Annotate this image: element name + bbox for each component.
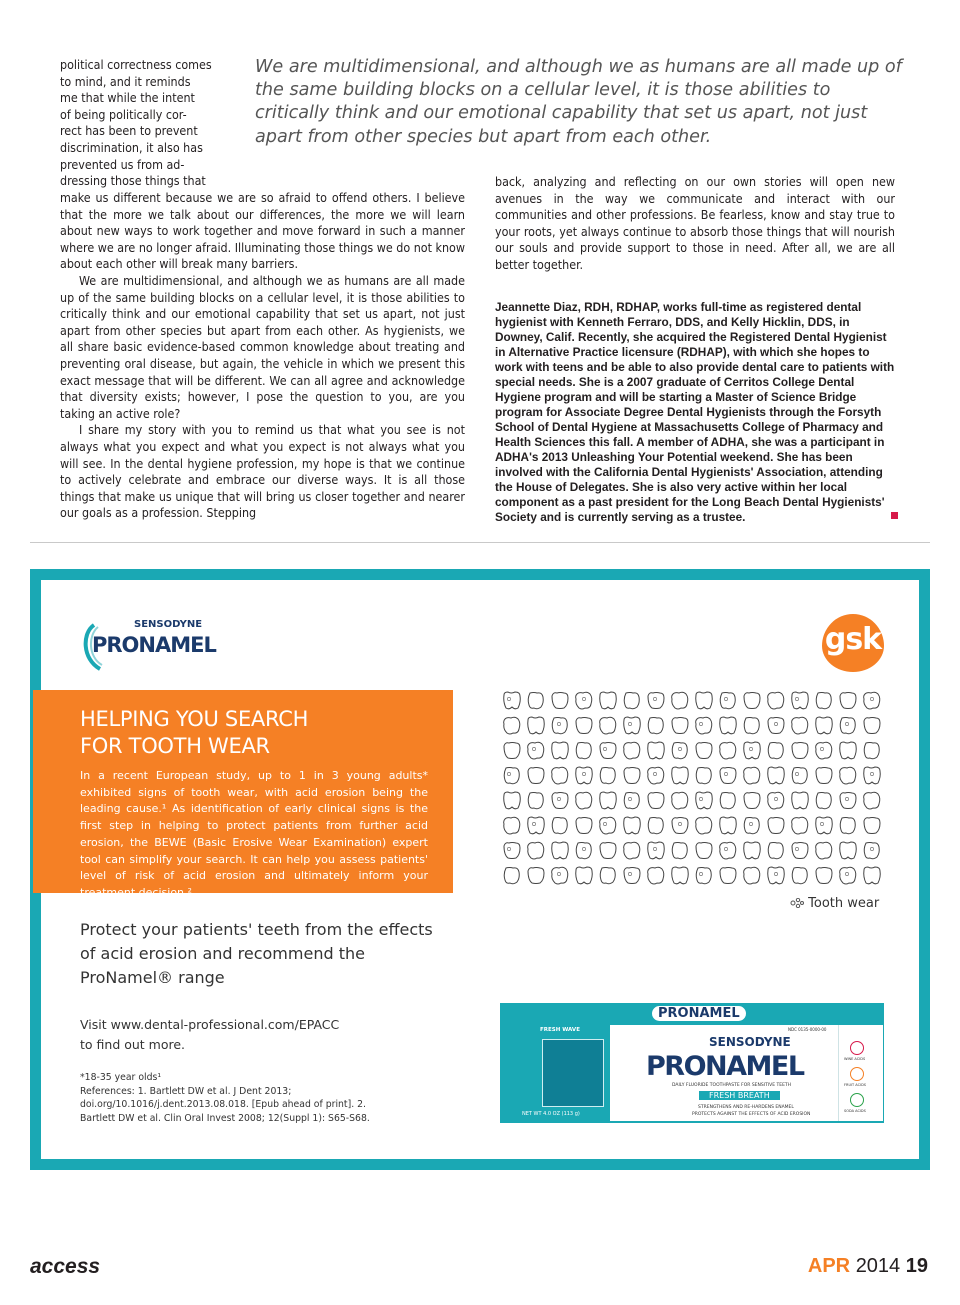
tooth-outline-icon — [741, 865, 762, 887]
tooth-outline-icon — [549, 790, 570, 812]
tooth-outline-icon — [501, 840, 522, 862]
tooth-outline-icon — [765, 715, 786, 737]
tooth-outline-icon — [525, 740, 546, 762]
tooth-outline-icon — [621, 765, 642, 787]
tooth-outline-icon — [645, 765, 666, 787]
tooth-outline-icon — [765, 690, 786, 712]
tooth-outline-icon — [789, 840, 810, 862]
references: References: 1. Bartlett DW et al. J Dent 2013; doi.org/10.1016/j.dent.2013.08.018. [Epub ahead of print]. 2. Bartlett DW et al. Clin Oral Invest 2008; 12(Suppl 1): S65-S68. — [80, 1085, 370, 1124]
tooth-outline-icon — [837, 815, 858, 837]
tooth-outline-icon — [813, 865, 834, 887]
orange-info-panel — [33, 690, 453, 899]
box-subline: DAILY FLUORIDE TOOTHPASTE FOR SENSITIVE TEETH — [672, 1083, 792, 1088]
lead-column-line: dressing those things that — [60, 173, 206, 189]
tooth-outline-icon — [837, 865, 858, 887]
lead-column-line: prevented us from ad- — [60, 156, 185, 172]
tooth-outline-icon — [501, 815, 522, 837]
tooth-outline-icon — [549, 690, 570, 712]
tooth-outline-icon — [525, 765, 546, 787]
article-paragraph: We are multidimensional, and although we as humans are all made up of the same building blocks on a cellular level, it is those abilities to critically think and our emotional capability that set us apart, not just apart from other species but apart from each other. As hygienists, we all share basic evidence-based common knowledge about treating and preventing oral disease, but again, the vehicle in which we present this exact message that will be different. We can all agree and acknowledge that diversity exists; however, I pose the question to you, are you taking an active role? — [60, 272, 465, 421]
protect-text — [80, 918, 440, 990]
tooth-outline-icon — [525, 715, 546, 737]
article-column-2 — [495, 174, 895, 274]
tooth-outline-icon — [765, 815, 786, 837]
tooth-outline-icon — [813, 790, 834, 812]
tooth-outline-icon — [861, 815, 882, 837]
visit-text — [80, 1015, 460, 1055]
tooth-outline-icon — [861, 715, 882, 737]
tooth-outline-icon — [573, 690, 594, 712]
tooth-outline-icon — [861, 840, 882, 862]
tooth-outline-icon — [597, 765, 618, 787]
tooth-outline-icon — [693, 740, 714, 762]
lead-column-line: rect has been to prevent — [60, 123, 198, 139]
tooth-outline-icon — [573, 790, 594, 812]
tooth-outline-icon — [765, 840, 786, 862]
box-window — [542, 1039, 604, 1107]
tooth-outline-icon — [621, 865, 642, 887]
fruit-acid-icon — [850, 1067, 864, 1081]
tooth-outline-icon — [693, 715, 714, 737]
tooth-outline-icon — [765, 865, 786, 887]
article-paragraph: back, analyzing and reflecting on our own stories will open new avenues in the way we communicate and interact with our communities and other professions. Be fearless, know and stay true to your roots, yet always continue to absorb those things that will nourish our souls and provide support to those in need. After all, we are all better together. — [495, 174, 895, 272]
tooth-outline-icon — [525, 790, 546, 812]
tooth-outline-icon — [717, 715, 738, 737]
tooth-outline-icon — [621, 690, 642, 712]
tooth-outline-icon — [837, 690, 858, 712]
visit-url-link[interactable]: www.dental-professional.com/EPACC — [110, 1017, 340, 1032]
protect-line-2: of acid erosion and recommend the — [80, 944, 365, 963]
tooth-outline-icon — [861, 690, 882, 712]
age-footnote: *18-35 year olds¹ — [80, 1072, 162, 1083]
tooth-outline-icon — [765, 765, 786, 787]
article-lead-column — [60, 57, 230, 190]
tooth-outline-icon — [741, 765, 762, 787]
tooth-outline-icon — [717, 790, 738, 812]
tooth-outline-icon — [501, 690, 522, 712]
box-brand-main: PRONAMEL — [646, 1051, 804, 1082]
tooth-outline-icon — [525, 815, 546, 837]
wine-acid-icon — [850, 1041, 864, 1055]
protect-line-1: Protect your patients' teeth from the effects — [80, 920, 433, 939]
tooth-outline-icon — [573, 815, 594, 837]
tooth-outline-icon — [813, 815, 834, 837]
tooth-wear-chart — [501, 690, 882, 887]
issue-month: APR — [807, 1255, 851, 1277]
tooth-outline-icon — [861, 790, 882, 812]
pull-quote: We are multidimensional, and although we as humans are all made up of the same building blocks on a cellular level, it is those abilities to critically think and our emotional capability that set us apart, not just apart from other species but apart from each other. — [255, 57, 902, 147]
box-claim-2: PROTECTS AGAINST THE EFFECTS OF ACID EROSION — [692, 1112, 811, 1117]
magazine-name: access — [30, 1255, 101, 1278]
tooth-outline-icon — [693, 765, 714, 787]
tooth-outline-icon — [669, 815, 690, 837]
box-top-brand: PRONAMEL — [652, 1006, 746, 1021]
tooth-outline-icon — [597, 790, 618, 812]
tooth-outline-icon — [669, 740, 690, 762]
tooth-outline-icon — [621, 840, 642, 862]
tooth-outline-icon — [765, 790, 786, 812]
box-net-wt: NET WT 4.0 OZ (113 g) — [522, 1111, 580, 1117]
tooth-outline-icon — [597, 865, 618, 887]
tooth-outline-icon — [717, 740, 738, 762]
article-column-1 — [60, 190, 465, 522]
tooth-outline-icon — [597, 740, 618, 762]
tooth-outline-icon — [693, 840, 714, 862]
tooth-outline-icon — [549, 715, 570, 737]
box-flag: FRESH WAVE — [540, 1027, 580, 1033]
tooth-outline-icon — [645, 690, 666, 712]
tooth-outline-icon — [525, 840, 546, 862]
section-divider — [30, 542, 930, 543]
tooth-outline-icon — [597, 815, 618, 837]
box-icon-label-2: FRUIT ACIDS — [844, 1083, 867, 1087]
lead-column-line: political correctness comes — [60, 57, 212, 72]
tooth-outline-icon — [837, 740, 858, 762]
ad-headline — [80, 706, 308, 760]
tooth-outline-icon — [597, 715, 618, 737]
tooth-outline-icon — [813, 840, 834, 862]
tooth-outline-icon — [525, 865, 546, 887]
tooth-outline-icon — [525, 690, 546, 712]
tooth-outline-icon — [501, 865, 522, 887]
tooth-outline-icon — [669, 690, 690, 712]
tooth-outline-icon — [573, 740, 594, 762]
tooth-wear-label: Tooth wear — [808, 896, 880, 911]
tooth-outline-icon — [645, 815, 666, 837]
tooth-outline-icon — [717, 765, 738, 787]
tooth-outline-icon — [549, 765, 570, 787]
tooth-outline-icon — [813, 765, 834, 787]
tooth-outline-icon — [837, 790, 858, 812]
tooth-outline-icon — [501, 715, 522, 737]
ad-headline-line-1: HELPING YOU SEARCH — [80, 707, 309, 731]
visit-suffix: to find out more. — [80, 1037, 186, 1052]
tooth-outline-icon — [549, 740, 570, 762]
tooth-outline-icon — [645, 790, 666, 812]
tooth-outline-icon — [621, 815, 642, 837]
tooth-outline-icon — [741, 790, 762, 812]
tooth-outline-icon — [717, 690, 738, 712]
tooth-outline-icon — [813, 715, 834, 737]
toothpaste-box — [500, 1003, 884, 1123]
tooth-outline-icon — [789, 715, 810, 737]
tooth-outline-icon — [621, 740, 642, 762]
tooth-outline-icon — [573, 765, 594, 787]
pronamel-logo-main: PRONAMEL — [92, 633, 216, 657]
lead-column-line: to mind, and it reminds — [60, 73, 191, 89]
tooth-outline-icon — [789, 865, 810, 887]
protect-line-3: ProNamel® range — [80, 968, 225, 987]
tooth-outline-icon — [741, 690, 762, 712]
ad-footnotes — [80, 1071, 370, 1125]
tooth-outline-icon — [861, 865, 882, 887]
tooth-outline-icon — [645, 740, 666, 762]
tooth-outline-icon — [669, 765, 690, 787]
author-bio — [495, 300, 900, 525]
tooth-outline-icon — [837, 765, 858, 787]
tooth-outline-icon — [717, 815, 738, 837]
tooth-outline-icon — [597, 690, 618, 712]
tooth-outline-icon — [789, 815, 810, 837]
box-flavor: FRESH BREATH — [699, 1091, 780, 1100]
issue-info — [808, 1255, 928, 1278]
box-ndc: NDC 0135-0000-00 — [788, 1027, 827, 1032]
tooth-outline-icon — [549, 815, 570, 837]
tooth-outline-icon — [501, 790, 522, 812]
tooth-outline-icon — [717, 840, 738, 862]
gsk-logo — [822, 614, 884, 672]
tooth-outline-icon — [621, 790, 642, 812]
tooth-outline-icon — [645, 865, 666, 887]
soda-acid-icon — [850, 1093, 864, 1107]
tooth-outline-icon — [501, 740, 522, 762]
author-bio-text: Jeannette Diaz, RDH, RDHAP, works full-time as registered dental hygienist with Kenneth Ferraro, DDS, and Kelly Hicklin, DDS, in Downey, Calif. Recently, she acquired the Registered Dental Hygienist in Alternative Practice licensure (RDHAP), with which she hopes to work with teens and be able to also provide dental care to patients with special needs. She is a 2007 graduate of Cerritos College Dental Hygiene program and will be starting a Master of Science Bridge program for Associate Degree Dental Hygienists through the Forsyth School of Dental Hygiene at Massachusetts College of Pharmacy and Health Sciences this fall. A member of ADHA, she was a participant in ADHA's 2013 Unleashing Your Potential weekend. She has been involved with the California Dental Hygienists' Association, attending the House of Delegates. She is also very active within her local component as a past president for the Long Beach Dental Hygienists' Society and is currently serving as a trustee. — [495, 300, 895, 524]
box-claim-1: STRENGTHENS AND RE-HARDENS ENAMEL — [698, 1105, 794, 1110]
tooth-outline-icon — [645, 840, 666, 862]
tooth-outline-icon — [789, 765, 810, 787]
box-icon-label-3: SODA ACIDS — [844, 1109, 866, 1113]
tooth-outline-icon — [741, 740, 762, 762]
article-paragraph: make us different because we are so afraid to offend others. I believe that the more we talk about our differences, the more we will learn about new ways to work together and move forward in such a manner where we are no longer afraid. Illuminating those things we do not know about each other will break many barriers. — [60, 190, 465, 272]
tooth-grid — [501, 690, 882, 887]
tooth-outline-icon — [621, 715, 642, 737]
tooth-outline-icon — [861, 765, 882, 787]
tooth-outline-icon — [765, 740, 786, 762]
tooth-outline-icon — [861, 740, 882, 762]
article-paragraph: I share my story with you to remind us that what you see is not always what you expect and what you expect is not always what you will see. In the dental hygiene profession, my hope is that we continue to actively celebrate and embrace our diverse ways. It is all those things that make us unique that will bring us closer together and nearer our goals as a profession. Stepping — [60, 422, 465, 521]
tooth-outline-icon — [573, 865, 594, 887]
pronamel-logo — [80, 615, 216, 673]
pronamel-logo-top: SENSODYNE — [134, 619, 203, 630]
tooth-outline-icon — [669, 840, 690, 862]
visit-prefix: Visit — [80, 1017, 111, 1032]
tooth-outline-icon — [645, 715, 666, 737]
tooth-outline-icon — [693, 790, 714, 812]
end-of-article-mark — [891, 512, 898, 519]
tooth-outline-icon — [549, 865, 570, 887]
tooth-outline-icon — [549, 840, 570, 862]
box-icon-label-1: WINE ACIDS — [844, 1057, 866, 1061]
tooth-outline-icon — [741, 815, 762, 837]
tooth-outline-icon — [717, 865, 738, 887]
tooth-outline-icon — [813, 690, 834, 712]
tooth-outline-icon — [597, 840, 618, 862]
lead-column-line: discrimination, it also has — [60, 139, 203, 155]
tooth-outline-icon — [573, 840, 594, 862]
ad-orange-body: In a recent European study, up to 1 in 3 young adults* exhibited signs of tooth wear, with acid erosion being the leading cause.¹ As identification of early clinical signs is the first step in helping to protect patients from further acid erosion, the BEWE (Basic Erosive Wear Examination) expert tool can simplify your search. It can help you assess patients' level of risk of acid erosion and ultimately inform your treatment decision.² — [80, 769, 428, 899]
tooth-wear-legend — [790, 896, 879, 911]
box-brand-top: SENSODYNE — [709, 1035, 791, 1049]
tooth-wear-dots-icon — [790, 897, 804, 907]
tooth-outline-icon — [789, 790, 810, 812]
tooth-outline-icon — [669, 865, 690, 887]
lead-column-line: me that while the intent — [60, 90, 195, 106]
tooth-outline-icon — [573, 715, 594, 737]
lead-column-line: of being politically cor- — [60, 106, 187, 122]
tooth-outline-icon — [693, 690, 714, 712]
tooth-outline-icon — [741, 715, 762, 737]
page-number: 19 — [905, 1255, 928, 1277]
tooth-outline-icon — [693, 865, 714, 887]
tooth-outline-icon — [693, 815, 714, 837]
tooth-outline-icon — [669, 790, 690, 812]
tooth-outline-icon — [741, 840, 762, 862]
tooth-outline-icon — [501, 765, 522, 787]
issue-year: 2014 — [855, 1255, 901, 1277]
tooth-outline-icon — [837, 715, 858, 737]
gsk-logo-text: gsk — [824, 622, 882, 657]
tooth-outline-icon — [837, 840, 858, 862]
ad-headline-line-2: FOR TOOTH WEAR — [80, 734, 270, 758]
tooth-outline-icon — [669, 715, 690, 737]
tooth-outline-icon — [813, 740, 834, 762]
tooth-outline-icon — [789, 690, 810, 712]
tooth-outline-icon — [789, 740, 810, 762]
